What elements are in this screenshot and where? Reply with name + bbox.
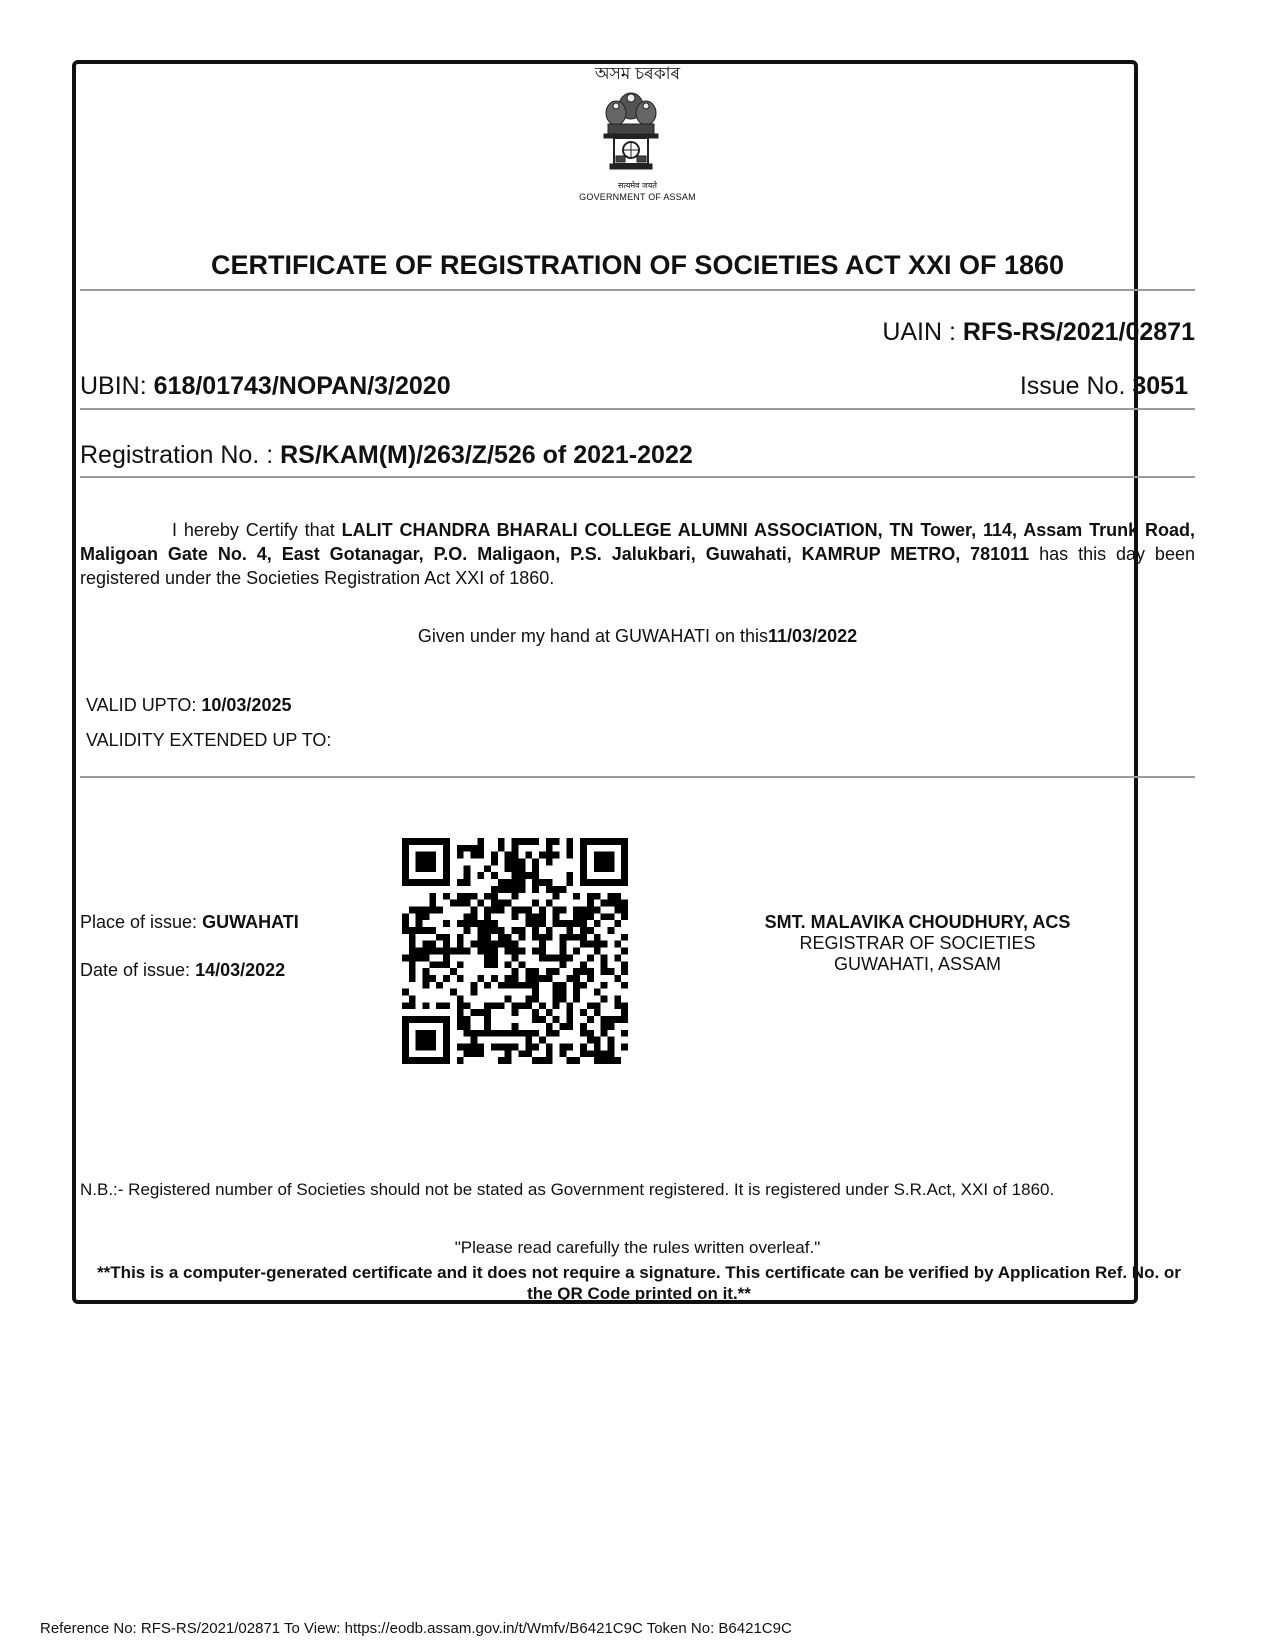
divider	[80, 476, 1195, 478]
computer-generated-note: **This is a computer-generated certificate and it does not require a signature. This certificate can be verified by Application Ref. No. or the QR Code printed on it.**	[97, 1263, 1181, 1303]
qr-code-icon	[402, 838, 628, 1064]
uain	[882, 318, 1195, 347]
nb-note: N.B.:- Registered number of Societies should not be stated as Government registered. It is registered under S.R.Act, XXI of 1860.	[80, 1180, 1055, 1199]
valid-value: 10/03/2025	[201, 695, 292, 715]
certificate-border	[72, 60, 1138, 1304]
validity-extended	[86, 730, 331, 751]
read-overleaf-note: "Please read carefully the rules written overleaf."	[454, 1238, 821, 1257]
place-value: GUWAHATI	[202, 912, 299, 932]
place-label: Place of issue:	[80, 912, 198, 932]
signatory-location: GUWAHATI, ASSAM	[833, 954, 1002, 974]
registration-number	[80, 441, 693, 470]
valid-upto	[86, 695, 291, 716]
issue-label: Issue No.	[1019, 372, 1126, 400]
divider	[80, 408, 1195, 410]
certification-paragraph	[80, 518, 1195, 590]
reference-footer: Reference No: RFS-RS/2021/02871 To View: https://eodb.assam.gov.in/t/Wmfv/B6421C9C Token No: B6421C9C	[40, 1620, 792, 1637]
date-value: 14/03/2022	[195, 960, 286, 980]
place-of-issue	[80, 912, 299, 933]
uain-label: UAIN :	[882, 318, 956, 346]
ubin	[80, 372, 451, 401]
valid-label: VALID UPTO:	[86, 695, 197, 715]
assamese-government-line: অসম চৰকাৰ	[594, 64, 681, 83]
issue-value: 3051	[1132, 372, 1188, 400]
government-name: GOVERNMENT OF ASSAM	[579, 192, 696, 202]
date-label: Date of issue:	[80, 960, 191, 980]
emblem-motto: सत्यमेव जयते	[618, 181, 657, 190]
signatory-name: SMT. MALAVIKA CHOUDHURY, ACS	[764, 912, 1071, 932]
society-name-address: LALIT CHANDRA BHARALI COLLEGE ALUMNI ASSOCIATION, TN Tower, 114, Assam Trunk Road, Maligoan Gate No. 4, East Gotanagar, P.O. Maligaon, P.S. Jalukbari, Guwahati, KAMRUP METRO, 781011	[80, 520, 1195, 564]
certify-prefix: I hereby Certify that	[172, 520, 335, 540]
uain-value: RFS-RS/2021/02871	[962, 318, 1195, 346]
certificate-title: CERTIFICATE OF REGISTRATION OF SOCIETIES ACT XXI OF 1860	[210, 250, 1065, 280]
ubin-value: 618/01743/NOPAN/3/2020	[153, 372, 451, 400]
issue-number	[1020, 372, 1188, 401]
signatory-block	[730, 912, 1105, 975]
date-of-issue	[80, 960, 285, 981]
given-under-hand	[0, 626, 1275, 647]
divider	[80, 776, 1195, 778]
ubin-label: UBIN:	[80, 372, 147, 400]
extended-label: VALIDITY EXTENDED UP TO:	[86, 730, 332, 750]
signatory-designation: REGISTRAR OF SOCIETIES	[799, 933, 1036, 953]
given-date: 11/03/2022	[768, 626, 858, 646]
registration-value: RS/KAM(M)/263/Z/526 of 2021-2022	[280, 441, 693, 469]
registration-label: Registration No. :	[80, 441, 274, 469]
certify-suffix: has this day been registered under the Societies Registration Act XXI of 1860.	[80, 544, 1195, 588]
given-text: Given under my hand at GUWAHATI on this	[417, 626, 769, 646]
divider	[80, 289, 1195, 291]
